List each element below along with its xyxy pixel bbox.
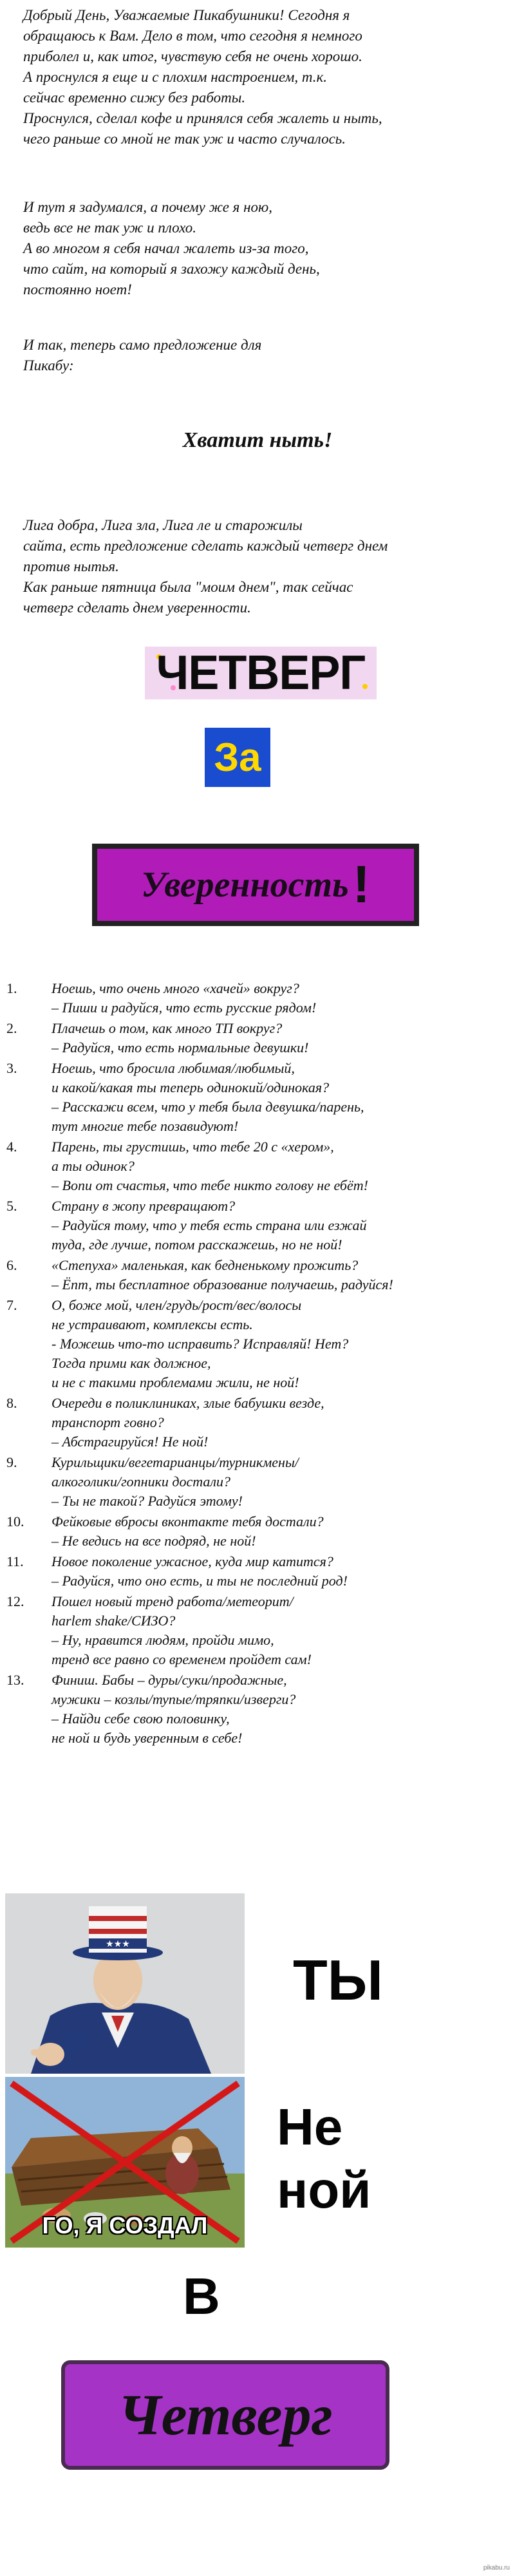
confidence-banner-text: Уверенность — [141, 865, 349, 905]
uncle-sam-image — [5, 1893, 245, 2074]
list-item — [0, 1453, 515, 1511]
proposal-paragraph: Лига добра, Лига зла, Лига ле и старожилы сайта, есть предложение сделать каждый четверг днем против нытья. Как раньше пятница была "моим днем", так сейчас четверг сделать днем уверенности. — [23, 517, 388, 616]
list-number: 7. — [6, 1297, 17, 1313]
svg-text:★★★: ★★★ — [106, 1939, 130, 1949]
list-text: Плачешь о том, как много ТП вокруг? – Радуйся, что есть нормальные девушки! — [52, 1020, 309, 1056]
intro-paragraph-3: И так, теперь само предложение для Пикабу: — [23, 337, 262, 374]
list-text: Страну в жопу превращают? – Радуйся тому, что у тебя есть страна или езжай туда, где лучше, потом расскажешь, но не ной! — [52, 1198, 367, 1253]
list-text: Финиш. Бабы – дуры/суки/продажные, мужики – козлы/тупые/тряпки/изверги? – Найди себе свою половинку, не ной и будь уверенным в себе! — [52, 1672, 296, 1746]
list-text: Ноешь, что бросила любимая/любимый, и какой/какая ты теперь одинокий/одинокая? – Расскажи всем, что у тебя была девушка/парень, тут многие тебе позавидуют! — [52, 1060, 364, 1134]
list-text: Фейковые вбросы вконтакте тебя достали? – Не ведись на все подряд, не ной! — [52, 1513, 324, 1549]
list-item — [0, 1671, 515, 1748]
list-item — [0, 1552, 515, 1591]
za-banner — [205, 728, 270, 787]
list-text: Очереди в поликлиниках, злые бабушки везде, транспорт говно? – Абстрагируйся! Не ной! — [52, 1395, 324, 1450]
list-number: 13. — [6, 1672, 24, 1688]
list-number: 10. — [6, 1513, 24, 1530]
word-noy: ной — [277, 2161, 371, 2219]
list-number: 11. — [6, 1553, 24, 1569]
watermark: pikabu.ru — [483, 2564, 510, 2571]
list-item — [0, 1059, 515, 1136]
list-number: 3. — [6, 1060, 17, 1076]
za-banner-text: За — [214, 735, 261, 780]
confidence-banner — [92, 844, 419, 926]
list-item — [0, 1512, 515, 1551]
word-v: В — [183, 2268, 220, 2325]
list-text: «Степуха» маленькая, как бедненькому прожить? – Ёпт, ты бесплатное образование получаешь, радуйся! — [52, 1257, 393, 1293]
list-text: Пошел новый тренд работа/метеорит/ harlem shake/СИЗО? – Ну, нравится людям, пройди мимо, тренд все равно со временем пройдет сам! — [52, 1593, 312, 1667]
list-number: 8. — [6, 1395, 17, 1411]
list-item — [0, 1296, 515, 1392]
word-ty: ТЫ — [293, 1948, 383, 2012]
list-number: 5. — [6, 1198, 17, 1214]
chetverg-banner-text: ЧЕТВЕРГ — [156, 647, 366, 699]
chetverg-banner — [145, 647, 377, 699]
list-text: Курильщики/вегетарианцы/турникмены/ алкоголики/гопники достали? – Ты не такой? Радуйся этому! — [52, 1454, 299, 1509]
headline: Хватит ныть! — [182, 428, 333, 452]
list-number: 4. — [6, 1139, 17, 1155]
list-number: 6. — [6, 1257, 17, 1273]
list-text: Ноешь, что очень много «хачей» вокруг? – Пиши и радуйся, что есть русские рядом! — [52, 980, 317, 1016]
list-item — [0, 1592, 515, 1669]
chetverg-bottom-banner — [61, 2360, 389, 2470]
list-number: 2. — [6, 1020, 17, 1036]
list-text: Парень, ты грустишь, что тебе 20 с «хером», а ты одинок? – Вопи от счастья, что тебе никто голову не ебёт! — [52, 1139, 368, 1193]
list-item — [0, 1197, 515, 1255]
ark-caption: ГО, Я СОЗДАЛ — [42, 2212, 208, 2239]
rules-list — [0, 979, 515, 1749]
list-item — [0, 1394, 515, 1452]
list-text: О, боже мой, член/грудь/рост/вес/волосы не устраивают, комплексы есть. - Можешь что-то исправить? Исправляй! Нет? Тогда прими как должное, и не с такими проблемами жили, не ной! — [52, 1297, 349, 1390]
intro-paragraph-2: И тут я задумался, а почему же я ною, ведь все не так уж и плохо. А во многом я себя начал жалеть из-за того, что сайт, на который я захожу каждый день, постоянно ноет! — [23, 199, 320, 298]
list-number: 9. — [6, 1454, 17, 1470]
list-number: 12. — [6, 1593, 24, 1609]
list-item — [0, 1256, 515, 1294]
word-ne: Не — [277, 2098, 343, 2155]
confidence-exclamation: ! — [352, 855, 370, 914]
ark-meme-image — [5, 2077, 245, 2248]
chetverg-bottom-text: Четверг — [118, 2383, 333, 2447]
list-item — [0, 1019, 515, 1057]
list-item — [0, 979, 515, 1018]
intro-paragraph-1: Добрый День, Уважаемые Пикабушники! Сегодня я обращаюсь к Вам. Дело в том, что сегодня я немного приболел и, как итог, чувствую себя не очень хорошо. А проснулся я еще и с плохим настроением, т.к. сейчас временно сижу без работы. Проснулся, сделал кофе и принялся себя жалеть и ныть, чего раньше со мной не так уж и часто случалось. — [23, 7, 382, 147]
list-item — [0, 1137, 515, 1195]
list-text: Новое поколение ужасное, куда мир катится? – Радуйся, что оно есть, и ты не последний род! — [52, 1553, 348, 1589]
uncle-sam-illustration — [5, 1893, 245, 2074]
list-number: 1. — [6, 980, 17, 996]
